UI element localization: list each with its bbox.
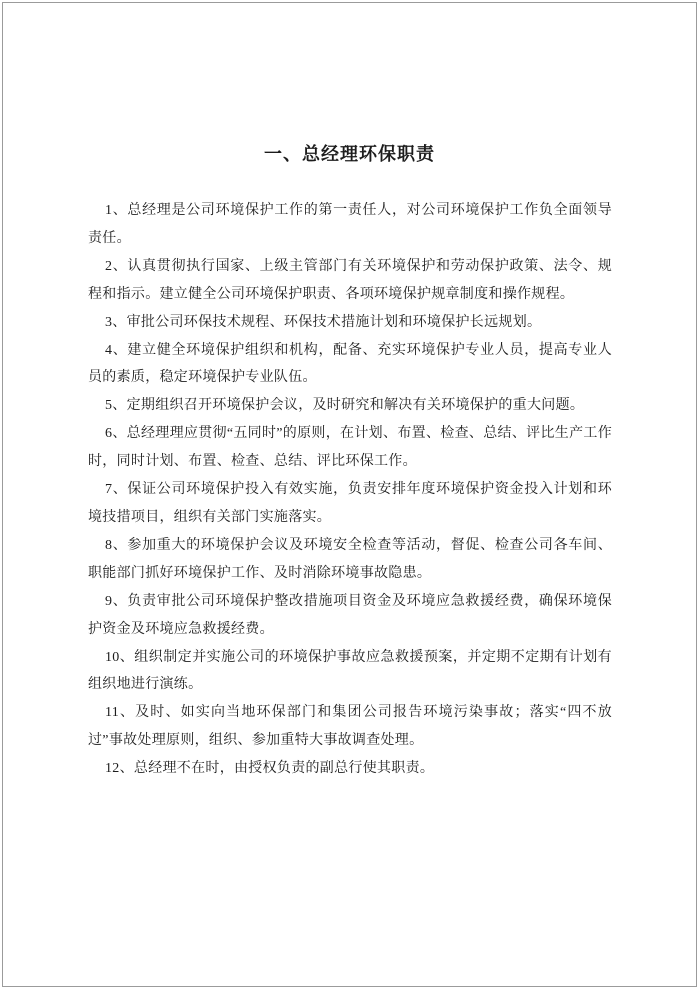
list-item: 11、及时、如实向当地环保部门和集团公司报告环境污染事故；落实“四不放过”事故处理原则，组织、参加重特大事故调查处理。	[88, 705, 612, 749]
list-item: 8、参加重大的环境保护会议及环境安全检查等活动，督促、检查公司各车间、职能部门抓好环境保护工作、及时消除环境事故隐患。	[88, 537, 612, 581]
list-item: 12、总经理不在时，由授权负责的副总行使其职责。	[105, 761, 435, 777]
list-item: 5、定期组织召开环境保护会议，及时研究和解决有关环境保护的重大问题。	[105, 398, 585, 414]
document-page	[2, 2, 697, 987]
list-item: 1、总经理是公司环境保护工作的第一责任人，对公司环境保护工作负全面领导责任。	[88, 203, 612, 246]
page-title: 一、总经理环保职责	[264, 144, 435, 164]
list-item: 10、组织制定并实施公司的环境保护事故应急救援预案，并定期不定期有计划有组织地进行演练。	[88, 649, 612, 693]
document-body	[88, 197, 612, 783]
list-item: 6、总经理理应贯彻“五同时”的原则，在计划、布置、检查、总结、评比生产工作时，同时计划、布置、检查、总结、评比环保工作。	[88, 426, 612, 470]
list-item: 2、认真贯彻执行国家、上级主管部门有关环境保护和劳动保护政策、法令、规程和指示。建立健全公司环境保护职责、各项环境保护规章制度和操作规程。	[88, 258, 612, 302]
list-item: 3、审批公司环保技术规程、环保技术措施计划和环境保护长远规划。	[105, 314, 542, 330]
list-item: 9、负责审批公司环境保护整改措施项目资金及环境应急救援经费，确保环境保护资金及环境应急救援经费。	[88, 593, 612, 637]
list-item: 7、保证公司环境保护投入有效实施，负责安排年度环境保护资金投入计划和环境技措项目，组织有关部门实施落实。	[88, 482, 612, 525]
list-item: 4、建立健全环境保护组织和机构，配备、充实环境保护专业人员，提高专业人员的素质，稳定环境保护专业队伍。	[88, 342, 612, 386]
